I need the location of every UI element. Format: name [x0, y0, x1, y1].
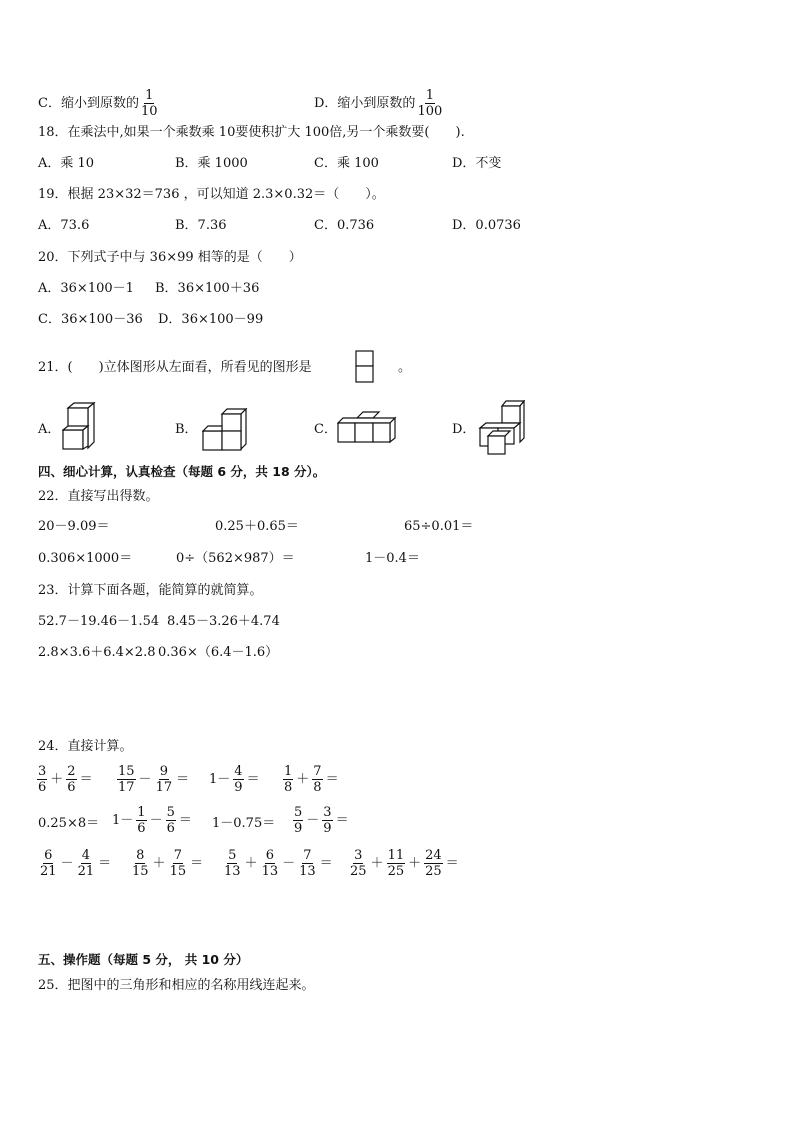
q25-stem: 25．把图中的三角形和相应的名称用线连起来。 [38, 978, 315, 993]
q19-option-b[interactable]: B．7.36 [175, 218, 227, 233]
q23-item-2: 8.45－3.26＋4.74 [167, 614, 280, 629]
q24-expr-7: 1－0.75＝ [212, 816, 276, 831]
q23-item-1: 52.7－19.46－1.54 [38, 614, 160, 629]
fraction: $\frac{1}{10}$ [140, 88, 158, 119]
q24-expr-8: $\frac{5}{9}$ － $\frac{3}{9}$ ＝ [294, 805, 349, 836]
q24-expr-12: $\frac{3}{25}$ ＋ $\frac{11}{25}$ ＋ $\frac{24}{25}$ ＝ [350, 848, 459, 879]
q24-stem: 24．直接计算。 [38, 739, 133, 754]
q24-expr-6: 1－ $\frac{1}{6}$ － $\frac{5}{6}$ ＝ [112, 805, 192, 836]
q22-item-3: 65÷0.01＝ [404, 519, 474, 534]
cube-stack-b-icon[interactable] [202, 408, 248, 452]
q23-item-4: 0.36×（6.4－1.6） [158, 645, 279, 660]
q22-item-1: 20－9.09＝ [38, 519, 110, 534]
q22-item-5: 0÷（562×987）＝ [176, 551, 295, 566]
q17-option-c[interactable] [38, 88, 160, 119]
q21-stem: 21．( )立体图形从左面看，所看见的图形是 [38, 360, 312, 375]
q19-stem: 19．根据 23×32＝736 ，可以知道 2.3×0.32＝（ ）。 [38, 187, 385, 202]
q18-option-b[interactable]: B．乘 1000 [175, 156, 248, 171]
q21-option-a[interactable]: A． [38, 422, 61, 437]
q24-expr-9: $\frac{6}{21}$ － $\frac{4}{21}$ ＝ [40, 848, 112, 879]
q17-option-d[interactable] [314, 88, 444, 119]
q24-expr-3: 1－ $\frac{4}{9}$ ＝ [209, 764, 260, 795]
q23-stem: 23．计算下面各题，能简算的就简算。 [38, 583, 263, 598]
fraction: $\frac{1}{100}$ [417, 88, 443, 119]
section-5-title: 五、操作题（每题 5 分， 共 10 分） [38, 952, 249, 967]
q22-item-6: 1－0.4＝ [365, 551, 420, 566]
q24-expr-2: $\frac{15}{17}$ － $\frac{9}{17}$ ＝ [118, 764, 190, 795]
q21-stem-end: 。 [398, 360, 412, 375]
q24-expr-10: $\frac{8}{15}$ ＋ $\frac{7}{15}$ ＝ [132, 848, 204, 879]
q20-stem: 20．下列式子中与 36×99 相等的是（ ） [38, 250, 302, 265]
q24-expr-1: $\frac{3}{6}$ ＋ $\frac{2}{6}$ ＝ [38, 764, 93, 795]
q18-stem: 18．在乘法中,如果一个乘数乘 10要使积扩大 100倍,另一个乘数要( ). [38, 125, 465, 140]
q21-option-b[interactable]: B． [175, 422, 198, 437]
q22-item-2: 0.25＋0.65＝ [215, 519, 299, 534]
cube-stack-a-icon[interactable] [62, 402, 98, 452]
cube-stack-c-icon[interactable] [337, 410, 399, 444]
q20-option-d[interactable]: D．36×100－99 [158, 312, 264, 327]
q20-option-a[interactable]: A．36×100－1 [38, 281, 134, 296]
q23-item-3: 2.8×3.6＋6.4×2.8 [38, 645, 156, 660]
q22-stem: 22．直接写出得数。 [38, 489, 159, 504]
q24-expr-5: 0.25×8＝ [38, 816, 100, 831]
left-view-shape-icon [355, 350, 375, 384]
section-4-title: 四、细心计算，认真检查（每题 6 分，共 18 分）。 [38, 464, 326, 479]
q18-option-d[interactable]: D．不变 [452, 156, 502, 171]
option-text: D．缩小到原数的 [314, 96, 416, 111]
q24-expr-11: $\frac{5}{13}$ ＋ $\frac{6}{13}$ － $\frac{7}{13}$ ＝ [224, 848, 333, 879]
q22-item-4: 0.306×1000＝ [38, 551, 133, 566]
q20-option-c[interactable]: C．36×100－36 [38, 312, 143, 327]
q19-option-c[interactable]: C．0.736 [314, 218, 375, 233]
q18-option-a[interactable]: A．乘 10 [38, 156, 95, 171]
cube-stack-d-icon[interactable] [476, 400, 526, 456]
q19-option-a[interactable]: A．73.6 [38, 218, 90, 233]
q21-option-c[interactable]: C． [314, 422, 337, 437]
q21-option-d[interactable]: D． [452, 422, 476, 437]
q20-option-b[interactable]: B．36×100＋36 [155, 281, 260, 296]
q18-option-c[interactable]: C．乘 100 [314, 156, 379, 171]
q19-option-d[interactable]: D．0.0736 [452, 218, 521, 233]
option-text: C．缩小到原数的 [38, 96, 139, 111]
q24-expr-4: $\frac{1}{8}$ ＋ $\frac{7}{8}$ ＝ [284, 764, 339, 795]
